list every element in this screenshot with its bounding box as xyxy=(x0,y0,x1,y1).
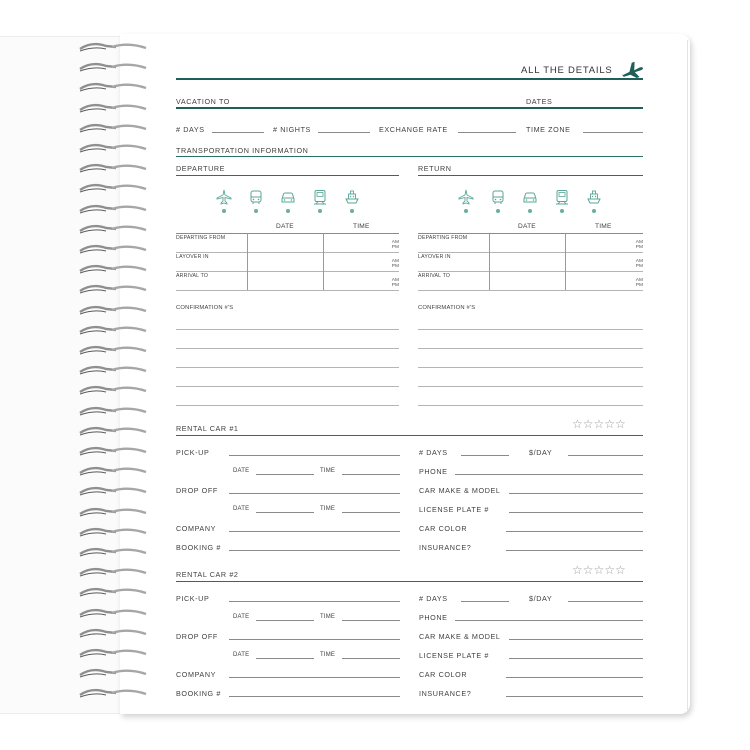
rental-car-1-company-field[interactable] xyxy=(229,531,400,532)
spiral-coil xyxy=(76,181,152,191)
return-confirmation-line[interactable] xyxy=(418,367,643,368)
rental-car-2-booking-label: BOOKING # xyxy=(176,689,221,698)
return-confirmation-line[interactable] xyxy=(418,405,643,406)
return-am: AM xyxy=(635,259,643,264)
return-confirmation-line[interactable] xyxy=(418,386,643,387)
rental-car-2-dropoff-date-label: DATE xyxy=(233,652,250,658)
return-mode-dot[interactable] xyxy=(464,209,468,213)
departure-mode-dot[interactable] xyxy=(222,209,226,213)
car-icon[interactable] xyxy=(280,189,296,205)
bus-icon[interactable] xyxy=(248,189,264,205)
days-label: # DAYS xyxy=(176,125,205,134)
rental-car-1-phone-label: PHONE xyxy=(419,467,448,476)
return-date-col xyxy=(489,233,490,290)
return-row-line[interactable] xyxy=(418,252,643,253)
departure-confirmation-line[interactable] xyxy=(176,348,399,349)
rental-car-2-company-field[interactable] xyxy=(229,677,400,678)
rental-car-1-license-field[interactable] xyxy=(509,512,643,513)
airplane-icon[interactable] xyxy=(458,189,474,205)
rental-car-1-days-field[interactable] xyxy=(461,455,509,456)
bus-icon[interactable] xyxy=(490,189,506,205)
departure-date-header: DATE xyxy=(276,223,294,230)
return-rule xyxy=(418,175,643,176)
vacation-to-label: VACATION TO xyxy=(176,97,230,106)
return-label: RETURN xyxy=(418,164,452,173)
departure-pm: PM xyxy=(391,283,399,288)
return-mode-dot[interactable] xyxy=(592,209,596,213)
spiral-coil xyxy=(76,565,152,575)
spiral-coil xyxy=(76,646,152,656)
airplane-icon xyxy=(620,60,644,80)
rental-car-1-rule xyxy=(176,435,643,436)
spiral-coil xyxy=(76,40,152,50)
rental-car-1-pickup-field[interactable] xyxy=(229,455,400,456)
ship-icon[interactable] xyxy=(344,189,360,205)
return-confirmation-line[interactable] xyxy=(418,348,643,349)
rental-car-1-make-model-label: CAR MAKE & MODEL xyxy=(419,486,501,495)
time-zone-label: TIME ZONE xyxy=(526,125,571,134)
rental-car-1-per-day-field[interactable] xyxy=(568,455,643,456)
return-pm: PM xyxy=(635,264,643,269)
return-row-line[interactable] xyxy=(418,290,643,291)
rental-car-2-per-day-label: $/DAY xyxy=(529,594,553,603)
rental-car-2-booking-field[interactable] xyxy=(229,696,400,697)
spiral-coil xyxy=(76,303,152,313)
car-icon[interactable] xyxy=(522,189,538,205)
rental-car-2-rating-stars[interactable]: ☆☆☆☆☆ xyxy=(572,563,626,577)
time-zone-field[interactable] xyxy=(583,132,643,133)
departure-am: AM xyxy=(391,278,399,283)
spiral-coil xyxy=(76,363,152,373)
rental-car-2-title: RENTAL CAR #2 xyxy=(176,570,239,579)
departure-mode-dot[interactable] xyxy=(286,209,290,213)
return-mode-dot[interactable] xyxy=(560,209,564,213)
rental-car-1-pickup-time-label: TIME xyxy=(320,468,336,474)
spiral-coil xyxy=(76,121,152,131)
rental-car-2-pickup-label: PICK-UP xyxy=(176,594,210,603)
train-icon[interactable] xyxy=(554,189,570,205)
ship-icon[interactable] xyxy=(586,189,602,205)
exchange-rate-field[interactable] xyxy=(458,132,516,133)
spiral-coil xyxy=(76,464,152,474)
rental-car-1-rating-stars[interactable]: ☆☆☆☆☆ xyxy=(572,417,626,431)
rental-car-2-license-label: LICENSE PLATE # xyxy=(419,651,489,660)
header-rule xyxy=(176,78,643,80)
spiral-coil xyxy=(76,424,152,434)
page-edge xyxy=(650,40,688,710)
rental-car-2-pickup-date-label: DATE xyxy=(233,614,250,620)
spiral-coil xyxy=(76,686,152,696)
rental-car-2-phone-field[interactable] xyxy=(455,620,643,621)
rental-car-1-dropoff-label: DROP OFF xyxy=(176,486,218,495)
rental-car-2-insurance-field[interactable] xyxy=(506,696,643,697)
departure-row-line[interactable] xyxy=(176,252,399,253)
departure-label: DEPARTURE xyxy=(176,164,226,173)
rental-car-2-phone-label: PHONE xyxy=(419,613,448,622)
rental-car-1-make-model-field[interactable] xyxy=(509,493,643,494)
rental-car-2-pickup-time-field[interactable] xyxy=(342,620,400,621)
spiral-coil xyxy=(76,222,152,232)
rental-car-2-dropoff-label: DROP OFF xyxy=(176,632,218,641)
departure-date-col xyxy=(247,233,248,290)
rental-car-2-make-model-field[interactable] xyxy=(509,639,643,640)
departure-confirmation-label: CONFIRMATION #'S xyxy=(176,305,234,311)
departure-time-col xyxy=(323,233,324,290)
rental-car-2-company-label: COMPANY xyxy=(176,670,217,679)
rental-car-2-rule xyxy=(176,581,643,582)
rental-car-2-days-field[interactable] xyxy=(461,601,509,602)
rental-car-1-pickup-date-label: DATE xyxy=(233,468,250,474)
airplane-icon[interactable] xyxy=(216,189,232,205)
departure-confirmation-line[interactable] xyxy=(176,329,399,330)
return-row-label: LAYOVER IN xyxy=(418,254,451,260)
departure-confirmation-line[interactable] xyxy=(176,405,399,406)
spiral-coil xyxy=(76,141,152,151)
rental-car-1-days-label: # DAYS xyxy=(419,448,448,457)
spiral-coil xyxy=(76,282,152,292)
spiral-coil xyxy=(76,626,152,636)
rental-car-1-pickup-time-field[interactable] xyxy=(342,474,400,475)
departure-row-line[interactable] xyxy=(176,271,399,272)
exchange-rate-label: EXCHANGE RATE xyxy=(379,125,448,134)
rental-car-1-dropoff-time-label: TIME xyxy=(320,506,336,512)
rental-car-2-color-label: CAR COLOR xyxy=(419,670,468,679)
rental-car-1-dropoff-date-field[interactable] xyxy=(256,512,314,513)
departure-time-header: TIME xyxy=(353,223,370,230)
rental-car-2-pickup-date-field[interactable] xyxy=(256,620,314,621)
days-field[interactable] xyxy=(212,132,264,133)
departure-row-label: DEPARTING FROM xyxy=(176,235,226,241)
rental-car-2-pickup-time-label: TIME xyxy=(320,614,336,620)
departure-row-line[interactable] xyxy=(176,290,399,291)
spiral-coil xyxy=(76,585,152,595)
spiral-coil xyxy=(76,404,152,414)
spiral-coil xyxy=(76,202,152,212)
vacation-to-field[interactable] xyxy=(176,107,643,109)
departure-table-top xyxy=(176,233,399,234)
departure-row-label: ARRIVAL TO xyxy=(176,273,209,279)
departure-row-label: LAYOVER IN xyxy=(176,254,209,260)
rental-car-1-dropoff-time-field[interactable] xyxy=(342,512,400,513)
departure-pm: PM xyxy=(391,264,399,269)
return-time-col xyxy=(565,233,566,290)
spiral-coil xyxy=(76,323,152,333)
return-pm: PM xyxy=(635,245,643,250)
return-time-header: TIME xyxy=(595,223,612,230)
spiral-coil xyxy=(76,666,152,676)
return-table-top xyxy=(418,233,643,234)
rental-car-1-license-label: LICENSE PLATE # xyxy=(419,505,489,514)
train-icon[interactable] xyxy=(312,189,328,205)
departure-mode-dot[interactable] xyxy=(254,209,258,213)
rental-car-1-pickup-date-field[interactable] xyxy=(256,474,314,475)
nights-field[interactable] xyxy=(318,132,370,133)
rental-car-1-title: RENTAL CAR #1 xyxy=(176,424,239,433)
return-date-header: DATE xyxy=(518,223,536,230)
transport-title: TRANSPORTATION INFORMATION xyxy=(176,146,309,155)
rental-car-1-color-label: CAR COLOR xyxy=(419,524,468,533)
spiral-coil xyxy=(76,242,152,252)
rental-car-2-dropoff-date-field[interactable] xyxy=(256,658,314,659)
rental-car-1-pickup-label: PICK-UP xyxy=(176,448,210,457)
transport-rule xyxy=(176,156,643,157)
departure-pm: PM xyxy=(391,245,399,250)
spiral-coil xyxy=(76,101,152,111)
rental-car-1-insurance-label: INSURANCE? xyxy=(419,543,472,552)
return-am: AM xyxy=(635,240,643,245)
return-pm: PM xyxy=(635,283,643,288)
rental-car-1-phone-field[interactable] xyxy=(455,474,643,475)
rental-car-1-per-day-label: $/DAY xyxy=(529,448,553,457)
return-row-label: DEPARTING FROM xyxy=(418,235,468,241)
nights-label: # NIGHTS xyxy=(273,125,311,134)
rental-car-1-insurance-field[interactable] xyxy=(506,550,643,551)
spiral-coil xyxy=(76,444,152,454)
departure-mode-dot[interactable] xyxy=(350,209,354,213)
planner-page xyxy=(120,34,690,714)
return-confirmation-label: CONFIRMATION #'S xyxy=(418,305,476,311)
rental-car-2-color-field[interactable] xyxy=(506,677,643,678)
return-am: AM xyxy=(635,278,643,283)
spiral-coil xyxy=(76,484,152,494)
spiral-coil xyxy=(76,161,152,171)
rental-car-1-dropoff-field[interactable] xyxy=(229,493,400,494)
rental-car-1-company-label: COMPANY xyxy=(176,524,217,533)
return-mode-dot[interactable] xyxy=(496,209,500,213)
return-confirmation-line[interactable] xyxy=(418,329,643,330)
departure-am: AM xyxy=(391,259,399,264)
rental-car-2-insurance-label: INSURANCE? xyxy=(419,689,472,698)
spiral-coil xyxy=(76,505,152,515)
rental-car-2-pickup-field[interactable] xyxy=(229,601,400,602)
dates-label: DATES xyxy=(526,97,553,106)
spiral-coil xyxy=(76,545,152,555)
spiral-coil xyxy=(76,383,152,393)
spiral-coil xyxy=(76,60,152,70)
rental-car-1-booking-field[interactable] xyxy=(229,550,400,551)
spiral-coil xyxy=(76,80,152,90)
rental-car-2-dropoff-time-field[interactable] xyxy=(342,658,400,659)
departure-rule xyxy=(176,175,399,176)
departure-mode-dot[interactable] xyxy=(318,209,322,213)
return-mode-dot[interactable] xyxy=(528,209,532,213)
spiral-coil xyxy=(76,606,152,616)
page-title: ALL THE DETAILS xyxy=(521,65,613,76)
rental-car-2-days-label: # DAYS xyxy=(419,594,448,603)
return-row-label: ARRIVAL TO xyxy=(418,273,451,279)
spiral-coil xyxy=(76,262,152,272)
departure-confirmation-line[interactable] xyxy=(176,367,399,368)
spiral-coil xyxy=(76,525,152,535)
rental-car-2-license-field[interactable] xyxy=(509,658,643,659)
return-row-line[interactable] xyxy=(418,271,643,272)
spiral-binding xyxy=(76,40,152,708)
rental-car-1-color-field[interactable] xyxy=(506,531,643,532)
departure-confirmation-line[interactable] xyxy=(176,386,399,387)
rental-car-2-per-day-field[interactable] xyxy=(568,601,643,602)
rental-car-1-dropoff-date-label: DATE xyxy=(233,506,250,512)
rental-car-1-booking-label: BOOKING # xyxy=(176,543,221,552)
spiral-coil xyxy=(76,343,152,353)
departure-am: AM xyxy=(391,240,399,245)
rental-car-2-dropoff-time-label: TIME xyxy=(320,652,336,658)
rental-car-2-make-model-label: CAR MAKE & MODEL xyxy=(419,632,501,641)
rental-car-2-dropoff-field[interactable] xyxy=(229,639,400,640)
